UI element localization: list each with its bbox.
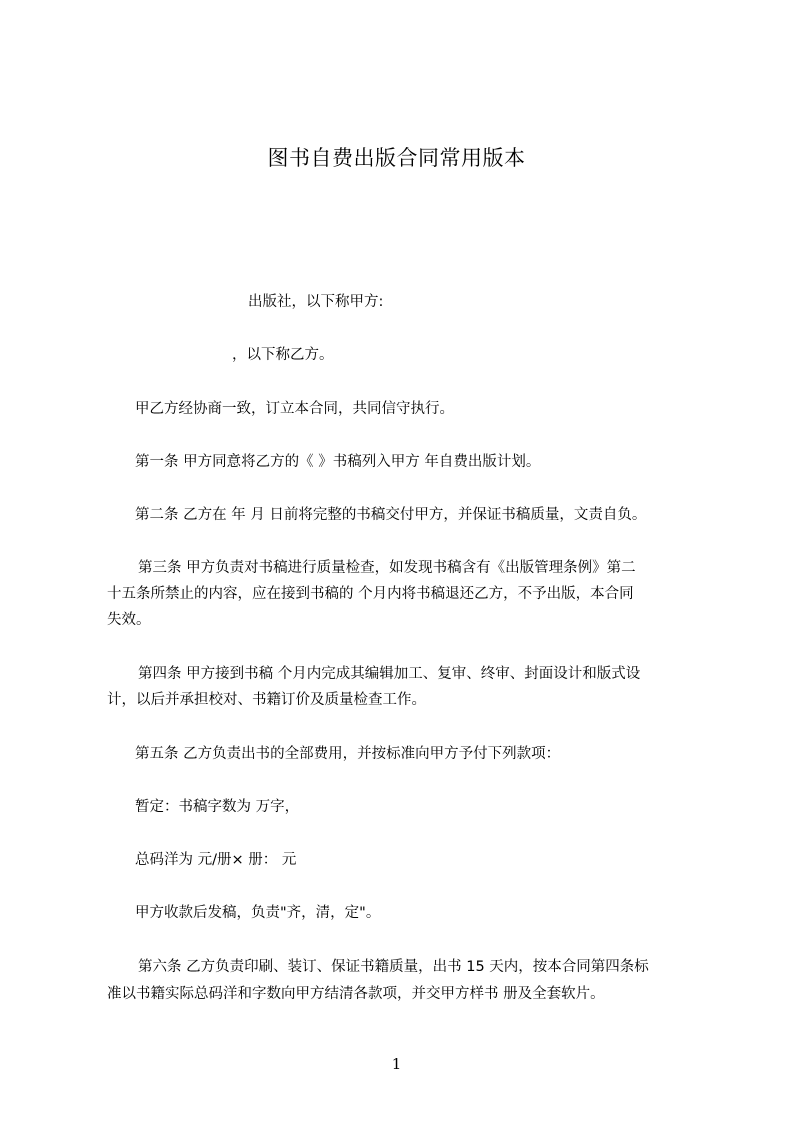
intro-paragraph: 甲乙方经协商一致，订立本合同，共同信守执行。 [135, 401, 454, 417]
document-title: 图书自费出版合同常用版本 [267, 146, 526, 170]
article-3-line-3: 失效。 [107, 612, 151, 628]
article-6-line-1: 第六条 乙方负责印刷、装订、保证书籍质量，出书 15 天内，按本合同第四条标 [138, 959, 649, 975]
total-line: 总码洋为 元/册× 册： 元 [135, 852, 297, 868]
page-number: 1 [391, 1055, 402, 1073]
article-4-line-2: 计，以后并承担校对、书籍订价及质量检查工作。 [107, 692, 426, 708]
article-4-line-1: 第四条 甲方接到书稿 个月内完成其编辑加工、复审、终审、封面设计和版式设 [138, 666, 641, 682]
party-b-line: ，以下称乙方。 [232, 347, 334, 363]
article-5: 第五条 乙方负责出书的全部费用，并按标准向甲方予付下列款项： [135, 746, 561, 762]
article-3-line-1: 第三条 甲方负责对书稿进行质量检查，如发现书稿含有《出版管理条例》第二 [138, 560, 636, 576]
article-3-line-2: 十五条所禁止的内容，应在接到书稿的 个月内将书稿退还乙方，不予出版，本合同 [107, 586, 634, 602]
article-6-line-2: 准以书籍实际总码洋和字数向甲方结清各款项，并交甲方样书 册及全套软片。 [107, 986, 605, 1002]
receipt-line: 甲方收款后发稿，负责"齐，清，定"。 [135, 905, 381, 921]
party-a-line: 出版社，以下称甲方: [248, 294, 384, 310]
tentative-line: 暂定：书稿字数为 万字， [135, 799, 300, 815]
article-2: 第二条 乙方在 年 月 日前将完整的书稿交付甲方，并保证书稿质量，文责自负。 [135, 507, 647, 523]
article-1: 第一条 甲方同意将乙方的《 》书稿列入甲方 年自费出版计划。 [135, 454, 541, 470]
